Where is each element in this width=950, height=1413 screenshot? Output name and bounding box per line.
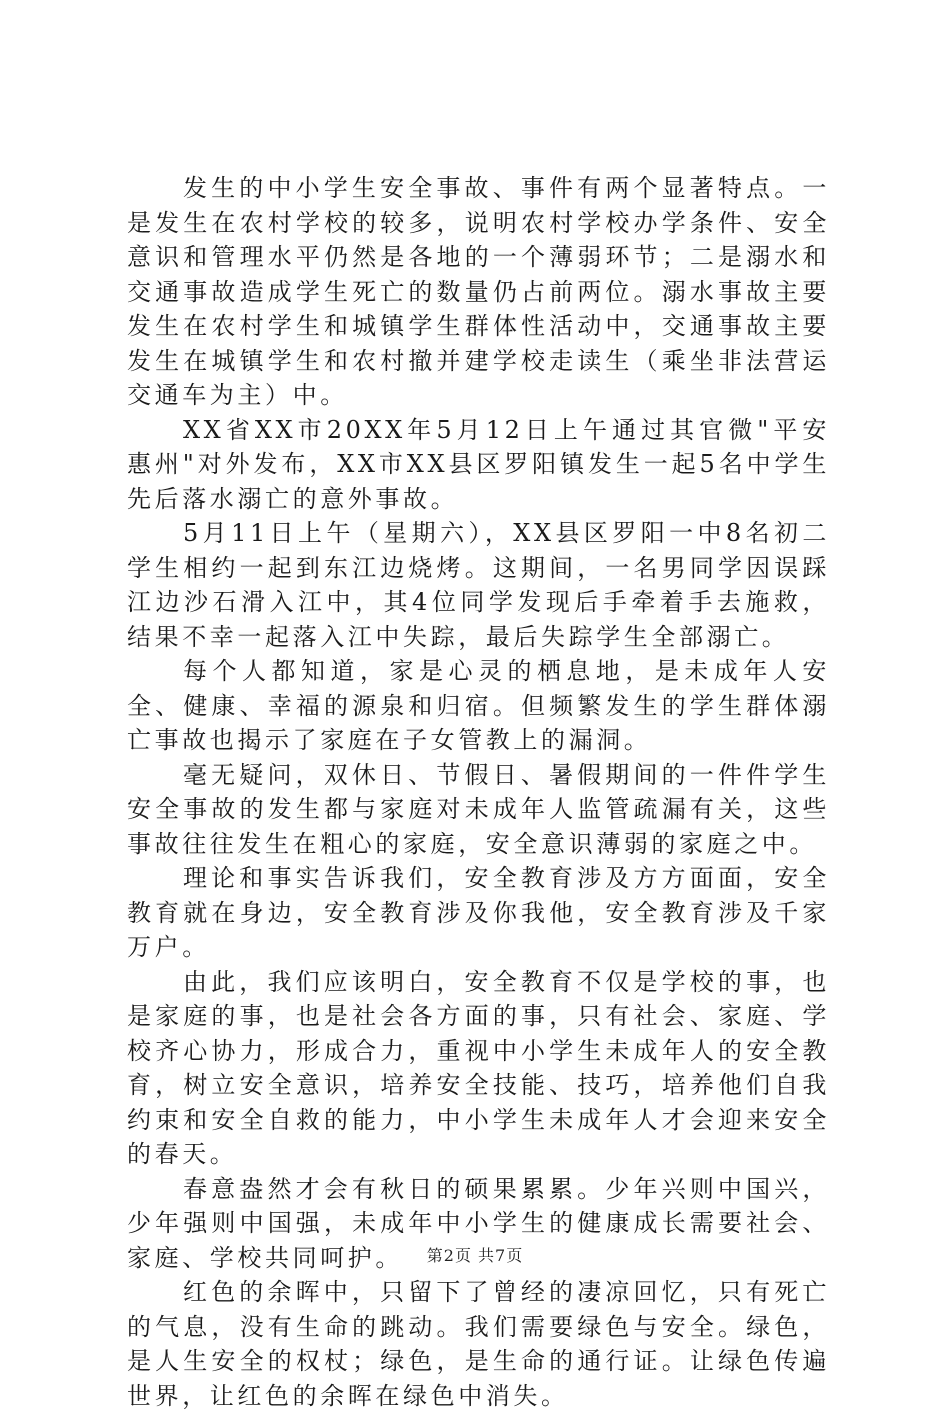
paragraph-8: 春意盎然才会有秋日的硕果累累。少年兴则中国兴，少年强则中国强，未成年中小学生的健康成长需要社会、家庭、学校共同呵护。 [127, 1174, 830, 1272]
paragraph-9: 红色的余晖中，只留下了曾经的凄凉回忆，只有死亡的气息，没有生命的跳动。我们需要绿色与安全。绿色，是人生安全的权杖；绿色，是生命的通行证。让绿色传遍世界，让红色的余晖在绿色中消失。 [127, 1278, 830, 1410]
document-body [127, 171, 830, 1413]
paragraph-6: 理论和事实告诉我们，安全教育涉及方方面面，安全教育就在身边，安全教育涉及你我他，安全教育涉及千家万户。 [127, 864, 830, 961]
paragraph-1: 发生的中小学生安全事故、事件有两个显著特点。一是发生在农村学校的较多，说明农村学校办学条件、安全意识和管理水平仍然是各地的一个薄弱环节；二是溺水和交通事故造成学生死亡的数量仍占前两位。溺水事故主要发生在农村学生和城镇学生群体性活动中，交通事故主要发生在城镇学生和农村撤并建学校走读生（乘坐非法营运交通车为主）中。 [127, 174, 830, 409]
paragraph-4: 每个人都知道，家是心灵的栖息地，是未成年人安全、健康、幸福的源泉和归宿。但频繁发生的学生群体溺亡事故也揭示了家庭在子女管教上的漏洞。 [127, 657, 830, 754]
paragraph-5: 毫无疑问，双休日、节假日、暑假期间的一件件学生安全事故的发生都与家庭对未成年人监管疏漏有关，这些事故往往发生在粗心的家庭，安全意识薄弱的家庭之中。 [127, 760, 830, 858]
page-number-footer: 第2页 共7页 [426, 1246, 524, 1265]
paragraph-7: 由此，我们应该明白，安全教育不仅是学校的事，也是家庭的事，也是社会各方面的事，只有社会、家庭、学校齐心协力，形成合力，重视中小学生未成年人的安全教育，树立安全意识，培养安全技能、技巧，培养他们自我约束和安全自救的能力，中小学生未成年人才会迎来安全的春天。 [127, 967, 830, 1168]
paragraph-2: XX省XX市20XX年5月12日上午通过其官微"平安惠州"对外发布，XX市XX县区罗阳镇发生一起5名中学生先后落水溺亡的意外事故。 [127, 415, 830, 513]
paragraph-3: 5月11日上午（星期六），XX县区罗阳一中8名初二学生相约一起到东江边烧烤。这期间，一名男同学因误踩江边沙石滑入江中，其4位同学发现后手牵着手去施救，结果不幸一起落入江中失踪，最后失踪学生全部溺亡。 [127, 519, 830, 651]
